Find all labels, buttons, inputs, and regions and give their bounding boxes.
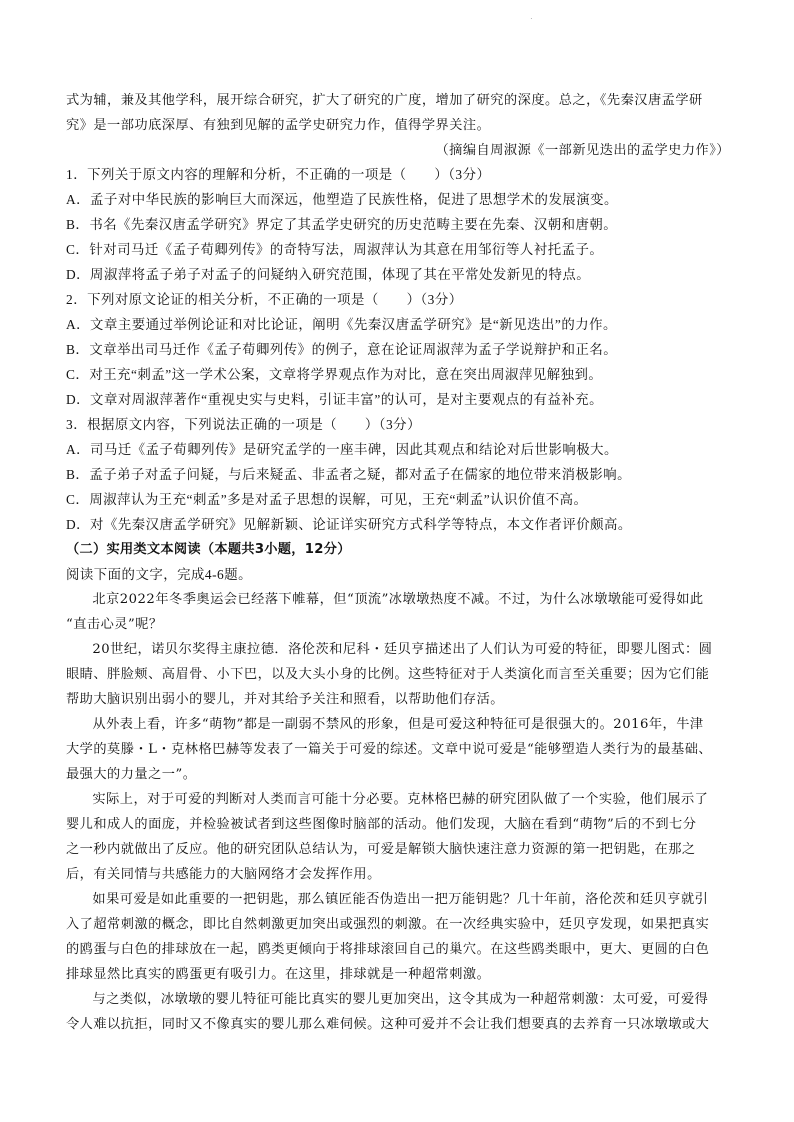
passage2-line: 与之类似，冰墩墩的婴儿特征可能比真实的婴儿更加突出，这令其成为一种超常刺激：太可爱，可爱得 [92,992,709,1007]
question-2-option-a: A．文章主要通过举例论证和对比论证，阐明《先秦汉唐孟学研究》是“新见迭出”的力作。 [66,317,617,332]
passage2-line: 如果可爱是如此重要的一把钥匙，那么镇匠能否伪造出一把万能钥匙？几十年前，洛伦茨和廷贝亨就引 [92,892,709,907]
question-3-option-a: A．司马迁《孟子荀卿列传》是研究孟学的一座丰碑，因此其观点和结论对后世影响极大。 [66,442,618,457]
question-1-option-d: D．周淑萍将孟子弟子对孟子的问疑纳入研究范围，体现了其在平常处发新见的特点。 [66,267,591,282]
passage2-line: 眼睛、胖脸颊、高眉骨、小下巴，以及大头小身的比例。这些特征对于人类演化而言至关重要；因为它们能 [66,667,710,682]
question-3-stem: 3．根据原文内容，下列说法正确的一项是（ ）（3分） [66,417,421,432]
question-2-option-d: D．文章对周淑萍著作“重视史实与史料，引证丰富”的认可，是对主要观点的有益补充。 [66,392,604,407]
question-3-option-d: D．对《先秦汉唐孟学研究》见解新颖、论证详实研究方式科学等特点，本文作者评价颇高。 [66,517,632,532]
question-3-option-c: C．周淑萍认为王充“刺孟”多是对孟子思想的误解，可见，王充“刺孟”认识价值不高。 [66,492,588,507]
page-dot-mark: · [530,14,533,23]
passage2-line: 20世纪，诺贝尔奖得主康拉德．洛伦茨和尼科・廷贝亨描述出了人们认为可爱的特征，即婴儿图式：圆 [92,642,713,657]
question-2-stem: 2．下列对原文论证的相关分析，不正确的一项是（ ）（3分） [66,292,463,307]
passage2-line: 最强大的力量之一”。 [66,767,197,782]
question-1-stem: 1．下列关于原文内容的理解和分析，不正确的一项是（ ）（3分） [66,167,491,182]
passage2-line: 帮助大脑识别出弱小的婴儿，并对其给予关注和照看，以帮助他们存活。 [66,692,504,707]
passage2-line: 入了超常刺激的概念，即比自然刺激更加突出或强烈的刺激。在一次经典实验中，廷贝亨发现，如果把真实 [66,917,710,932]
question-3-option-b: B．孟子弟子对孟子问疑，与后来疑孟、非孟者之疑，都对孟子在儒家的地位带来消极影响。 [66,467,632,482]
passage2-line: 实际上，对于可爱的判断对人类而言可能十分必要。克林格巴赫的研究团队做了一个实验，他们展示了 [92,792,709,807]
question-2-option-b: B．文章举出司马迁作《孟子荀卿列传》的例子，意在论证周淑萍为孟子学说辩护和正名。 [66,342,618,357]
passage2-line: 后，有关同情与共感能力的大脑网络才会发挥作用。 [66,867,381,882]
section-heading: （二）实用类文本阅读（本题共3小题，12分） [66,542,351,557]
question-1-option-a: A．孟子对中华民族的影响巨大而深远，他塑造了民族性格，促进了思想学术的发展演变。 [66,192,618,207]
passage2-line: 令人难以抗拒，同时又不像真实的婴儿那么难伺候。这种可爱并不会让我们想要真的去养育一只冰墩墩或大 [66,1017,710,1032]
passage2-line: 大学的莫滕・L・克林格巴赫等发表了一篇关于可爱的综述。文章中说可爱是“能够塑造人类行为的最基础、 [66,742,713,757]
question-1-option-c: C．针对司马迁《孟子荀卿列传》的奇特写法，周淑萍认为其意在用邹衍等人衬托孟子。 [66,242,604,257]
passage1-source: （摘编自周淑源《一部新见迭出的孟学史力作》） [435,143,730,158]
passage2-line: 从外表上看，许多“萌物”都是一副弱不禁风的形象，但是可爱这种特征可是很强大的。2016年，牛津 [92,717,704,732]
section-instruction: 阅读下面的文字，完成4-6题。 [66,567,253,582]
passage2-line: 排球显然比真实的鸥蛋更有吸引力。在这里，排球就是一种超常刺激。 [66,967,491,982]
passage2-line: 北京2022年冬季奥运会已经落下帷幕，但“顶流”冰墩墩热度不减。不过，为什么冰墩墩能可爱得如此 [92,592,704,607]
passage2-line: “直击心灵”呢？ [66,617,163,632]
passage2-line: 婴儿和成人的面庞，并检验被试者到这些图像时脑部的活动。他们发现，大脑在看到“萌物”后的不到七分 [66,817,697,832]
passage1-line: 式为辅，兼及其他学科，展开综合研究，扩大了研究的广度，增加了研究的深度。总之，《先秦汉唐孟学研 [66,93,703,108]
question-2-option-c: C．对王充“刺孟”这一学术公案，文章将学界观点作为对比，意在突出周淑萍见解独到。 [66,367,603,382]
passage2-line: 之一秒内就做出了反应。他的研究团队总结认为，可爱是解锁大脑快速注意力资源的第一把钥匙，在那之 [66,842,696,857]
question-1-option-b: B．书名《先秦汉唐孟学研究》界定了其孟学史研究的历史范畴主要在先秦、汉朝和唐朝。 [66,217,618,232]
passage1-line: 究》是一部功底深厚、有独到见解的孟学史研究力作，值得学界关注。 [66,118,491,133]
passage2-line: 的鸥蛋与白色的排球放在一起，鸥类更倾向于将排球滚回自己的巢穴。在这些鸥类眼中，更大、更圆的白色 [66,942,710,957]
